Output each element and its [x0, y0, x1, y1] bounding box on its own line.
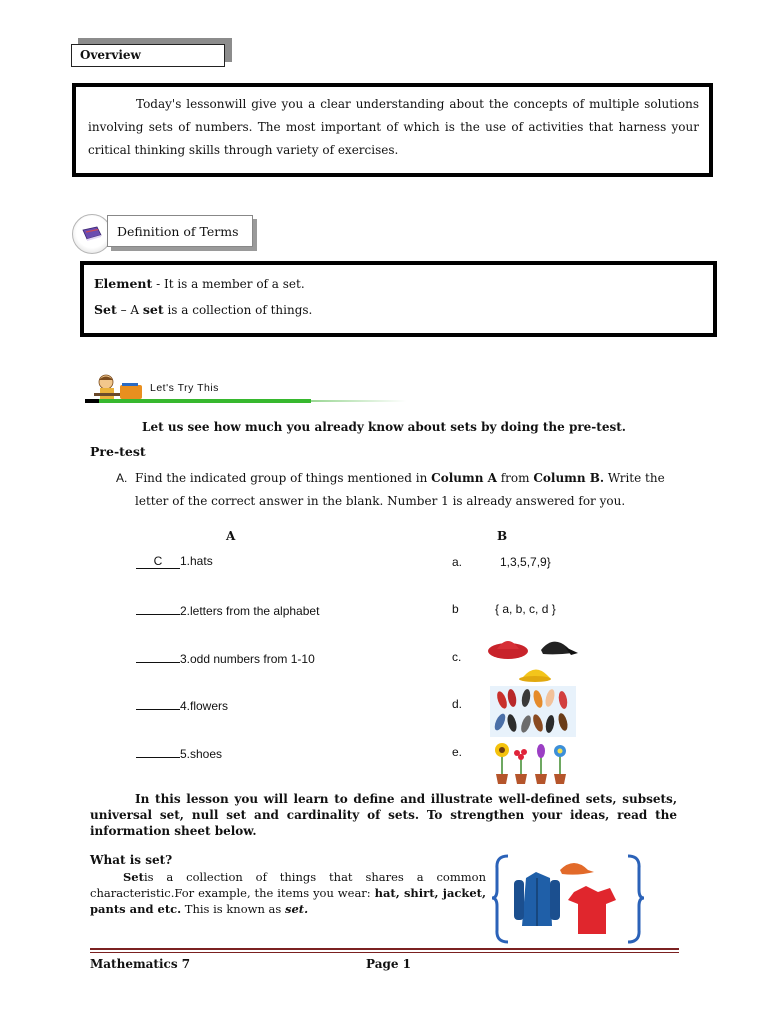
lesson-intro	[90, 791, 677, 839]
overview-text: Today's lessonwill give you a clear understanding about the concepts of multiple solutions involving sets of numbers. The most important of which is the use of activities that harness your critical thinking skills through variety of exercises.	[88, 97, 699, 157]
instr-col-b: Column B.	[533, 471, 605, 485]
set-def-bold: set	[142, 302, 164, 317]
footer-rule	[90, 948, 679, 950]
pretest-item-2	[136, 601, 319, 618]
option-value-b: { a, b, c, d }	[495, 602, 556, 616]
set-text-2: This is known as	[181, 902, 285, 916]
lesson-intro-text: In this lesson you will learn to define and illustrate well-defined sets, subsets, universal set, null set and cardinality of sets. To strengthen your ideas, read the information sheet below.	[90, 792, 677, 838]
flower-pot-1	[495, 743, 509, 784]
option-letter-c: c.	[452, 650, 462, 664]
answer-blank[interactable]	[136, 601, 180, 615]
overview-tab-label: Overview	[80, 48, 141, 62]
set-examples: hat, shirt, jacket, pants and etc.	[90, 886, 486, 916]
book-icon	[82, 226, 102, 241]
try-this-bar	[85, 399, 311, 403]
pretest-item-4	[136, 696, 228, 713]
flowers-picture	[490, 740, 572, 786]
footer-page-number: Page 1	[366, 957, 412, 971]
definition-banner-label: Definition of Terms	[117, 224, 239, 239]
overview-box	[72, 83, 713, 177]
set-term: Set	[94, 302, 117, 317]
pretest-item-5	[136, 744, 222, 761]
item-text: 4.flowers	[180, 699, 229, 713]
option-value-a: 1,3,5,7,9}	[500, 555, 551, 569]
instr-line2: letter of the correct answer in the blank. Number 1 is already answered for you.	[135, 494, 626, 508]
instr-col-a: Column A	[431, 471, 497, 485]
element-def: - It is a member of a set.	[152, 277, 305, 291]
element-definition	[94, 271, 703, 297]
student-icon	[92, 373, 144, 401]
column-a-header: A	[226, 529, 236, 543]
answer-blank[interactable]: C	[136, 555, 180, 569]
item-text: 2.letters from the alphabet	[180, 604, 320, 618]
answer-blank[interactable]	[136, 649, 180, 663]
instr-part2: from	[496, 471, 534, 485]
element-term: Element	[94, 276, 153, 291]
instr-part3: Write the	[604, 471, 665, 485]
pretest-instructions	[116, 467, 676, 513]
set-def-prefix: – A	[116, 303, 143, 317]
footer-subject: Mathematics 7	[90, 957, 191, 971]
set-known-as: set.	[284, 902, 309, 916]
pretest-heading: Pre-test	[90, 444, 146, 459]
item-letter: A.	[116, 471, 128, 485]
definition-banner	[107, 215, 253, 247]
option-letter-e: e.	[452, 745, 463, 759]
pretest-item-1	[136, 554, 213, 569]
option-letter-a: a.	[452, 555, 463, 569]
flower-pot-2	[514, 749, 527, 784]
definitions-box	[80, 261, 717, 337]
pretest-item-3	[136, 649, 315, 666]
set-def-suffix: is a collection of things.	[163, 303, 313, 317]
overview-tab	[71, 44, 225, 67]
instr-part1: Find the indicated group of things mentioned in	[135, 471, 432, 485]
shoes-picture	[490, 686, 576, 737]
item-text: 1.hats	[180, 554, 213, 568]
flower-pot-3	[535, 744, 547, 784]
set-word: Set	[123, 870, 144, 884]
footer-rule-thin	[90, 952, 679, 953]
set-definition	[94, 297, 703, 323]
what-is-set-heading: What is set?	[90, 853, 173, 867]
item-text: 3.odd numbers from 1-10	[180, 652, 315, 666]
set-explanation	[90, 869, 486, 917]
hats-picture	[487, 633, 579, 685]
clothes-set-picture	[492, 852, 644, 944]
option-letter-d: d.	[452, 697, 463, 711]
flower-pot-4	[554, 745, 566, 784]
option-letter-b: b	[452, 602, 459, 616]
item-text: 5.shoes	[180, 747, 223, 761]
pretest-lead: Let us see how much you already know about sets by doing the pre-test.	[142, 420, 626, 434]
answer-blank[interactable]	[136, 744, 180, 758]
answer-blank[interactable]	[136, 696, 180, 710]
column-b-header: B	[497, 529, 508, 543]
try-this-bar-fade	[311, 400, 406, 402]
try-this-label: Let's Try This	[150, 382, 219, 394]
set-text-1: is a collection of things that shares a common characteristic.For example, the items you wear:	[90, 870, 486, 900]
